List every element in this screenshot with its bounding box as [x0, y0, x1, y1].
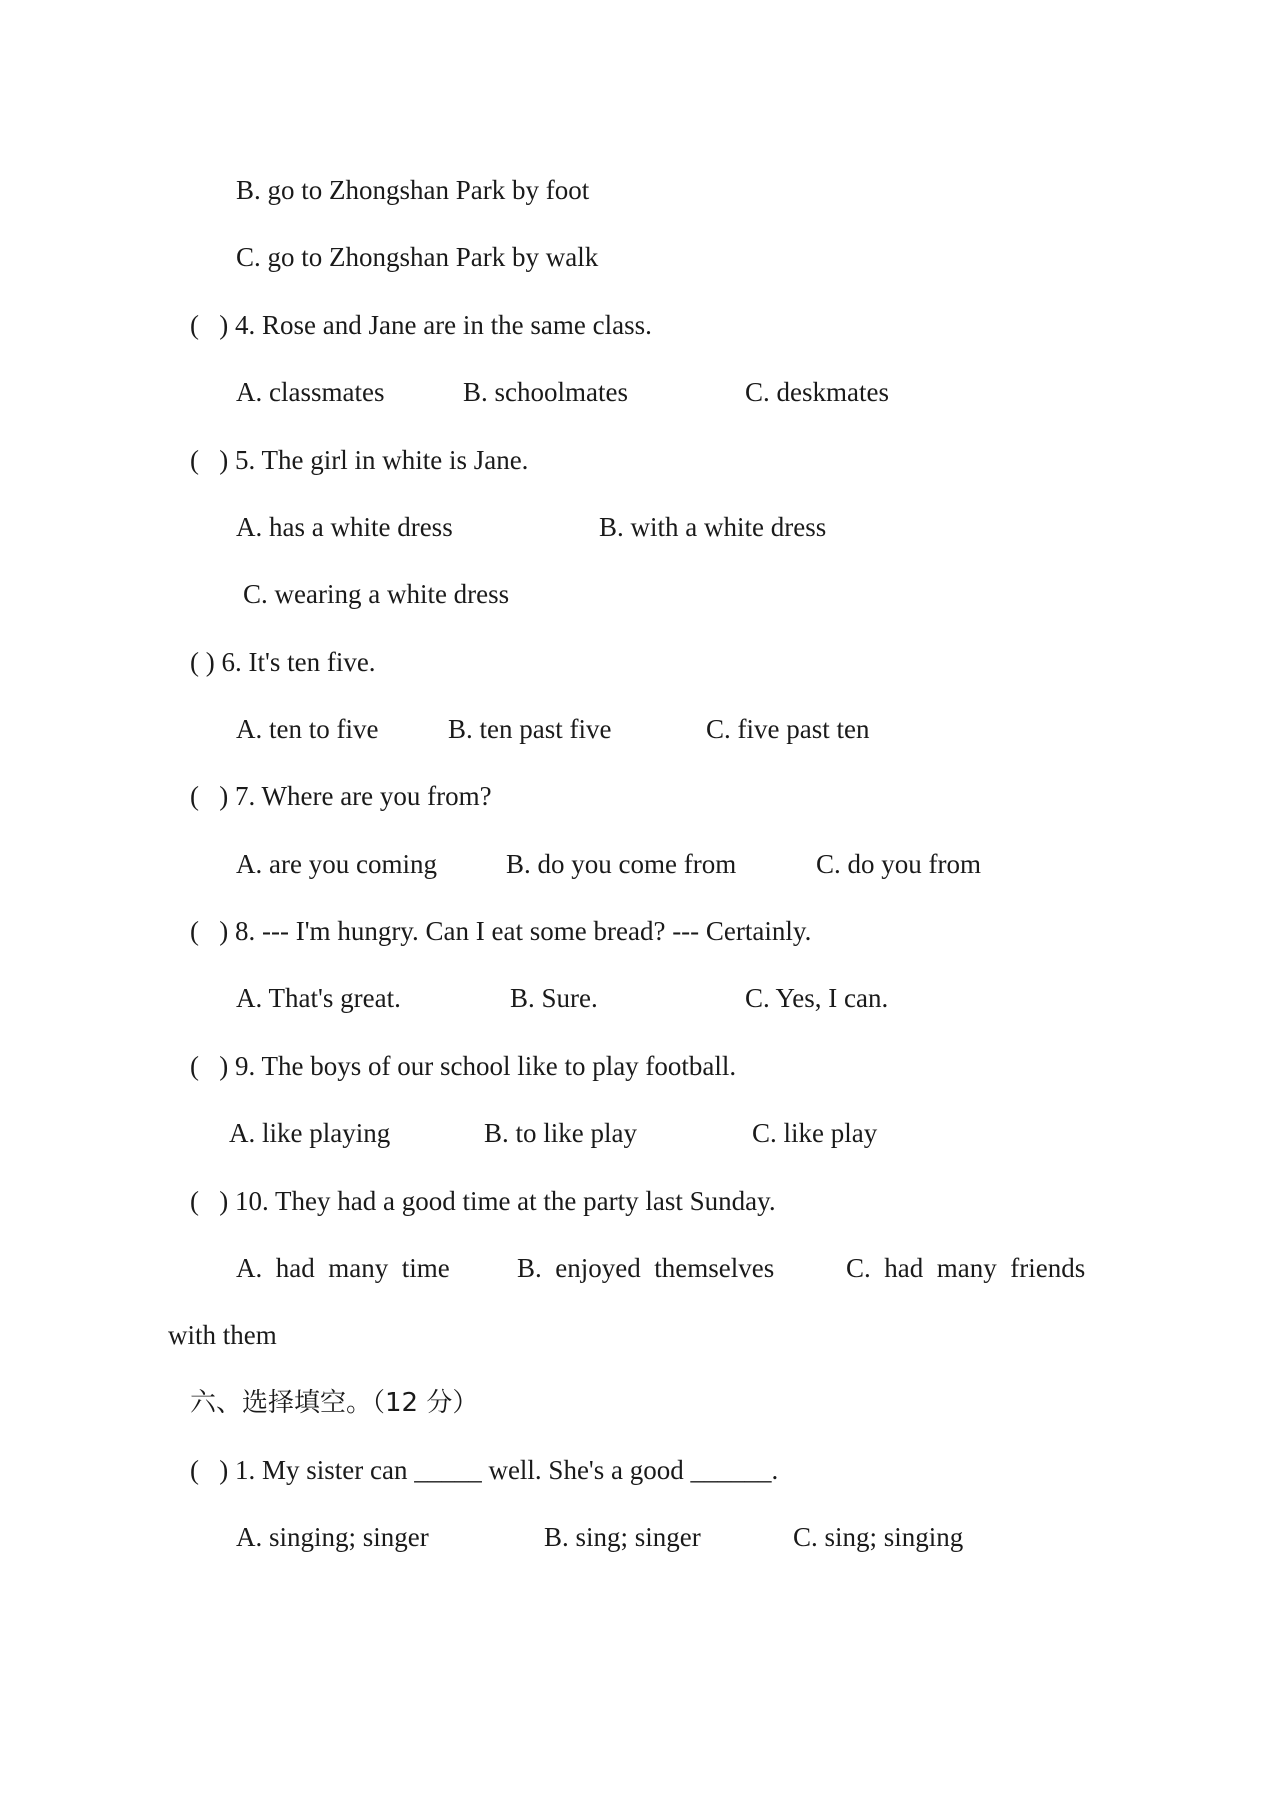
- q4-option-b: B. schoolmates: [463, 377, 628, 407]
- q7-option-c: C. do you from: [816, 849, 981, 879]
- s6-q1-option-c: C. sing; singing: [793, 1522, 964, 1552]
- q5-option-a: A. has a white dress: [236, 512, 453, 542]
- q5-option-b: B. with a white dress: [599, 512, 827, 542]
- q9-option-c: C. like play: [752, 1118, 878, 1148]
- q10-option-c-continued: with them: [168, 1320, 277, 1350]
- q10-option-b: B. enjoyed themselves: [517, 1253, 775, 1283]
- q9-stem: ( ) 9. The boys of our school like to play football.: [190, 1051, 737, 1081]
- q8-stem: ( ) 8. --- I'm hungry. Can I eat some bread? --- Certainly.: [190, 916, 812, 946]
- q10-option-a: A. had many time: [236, 1253, 450, 1283]
- q5-option-c: C. wearing a white dress: [243, 579, 510, 609]
- q5-stem: ( ) 5. The girl in white is Jane.: [190, 445, 529, 475]
- s6-q1-option-a: A. singing; singer: [236, 1522, 429, 1552]
- q4-option-a: A. classmates: [236, 377, 385, 407]
- q8-option-a: A. That's great.: [236, 983, 401, 1013]
- q8-option-c: C. Yes, I can.: [745, 983, 889, 1013]
- q3-option-b: B. go to Zhongshan Park by foot: [236, 175, 590, 205]
- q3-option-c: C. go to Zhongshan Park by walk: [236, 242, 599, 272]
- q4-stem: ( ) 4. Rose and Jane are in the same class.: [190, 310, 652, 340]
- q7-stem: ( ) 7. Where are you from?: [190, 781, 492, 811]
- s6-q1-stem: ( ) 1. My sister can _____ well. She's a good ______.: [190, 1455, 779, 1485]
- q7-option-a: A. are you coming: [236, 849, 437, 879]
- q8-option-b: B. Sure.: [510, 983, 598, 1013]
- q10-option-c: C. had many friends: [846, 1253, 1086, 1283]
- q9-option-b: B. to like play: [484, 1118, 637, 1148]
- q10-stem: ( ) 10. They had a good time at the party last Sunday.: [190, 1186, 776, 1216]
- q6-option-b: B. ten past five: [448, 714, 612, 744]
- q6-option-a: A. ten to five: [236, 714, 379, 744]
- q9-option-a: A. like playing: [229, 1118, 391, 1148]
- q6-stem: ( ) 6. It's ten five.: [190, 647, 376, 677]
- s6-q1-option-b: B. sing; singer: [544, 1522, 701, 1552]
- q7-option-b: B. do you come from: [506, 849, 737, 879]
- q4-option-c: C. deskmates: [745, 377, 889, 407]
- section-6-heading: 六、选择填空。（12 分）: [190, 1388, 479, 1418]
- q6-option-c: C. five past ten: [706, 714, 870, 744]
